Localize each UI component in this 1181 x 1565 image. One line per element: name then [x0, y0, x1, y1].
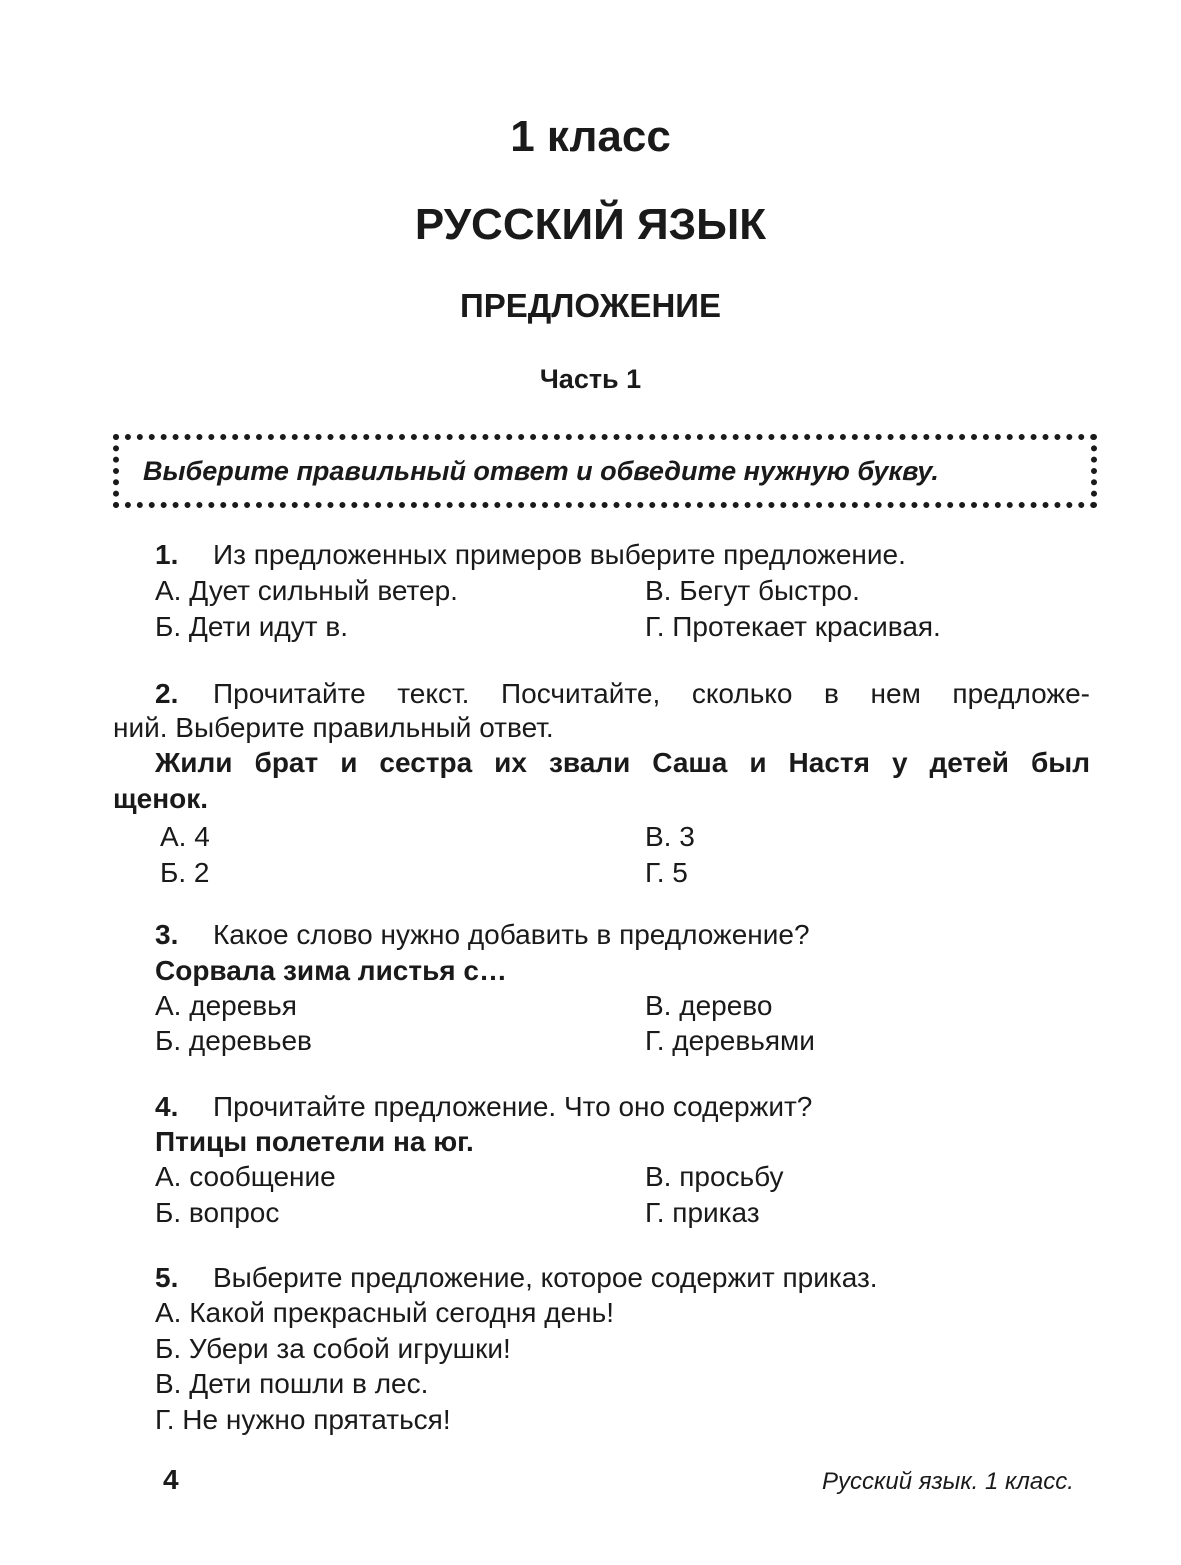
question-4-number: 4. [155, 1091, 179, 1122]
question-4-text: Прочитайте предложение. Что оно содержит? [213, 1091, 813, 1122]
question-4 [155, 1091, 812, 1123]
question-3-option-v[interactable]: В. дерево [645, 990, 773, 1021]
question-2 [155, 678, 1090, 710]
question-3-option-a[interactable]: А. деревья [155, 990, 297, 1021]
question-4-passage: Птицы полетели на юг. [155, 1126, 474, 1157]
question-1-option-a[interactable]: А. Дует сильный ветер. [155, 575, 458, 606]
question-4-option-g[interactable]: Г. приказ [645, 1197, 760, 1228]
question-1 [155, 539, 906, 571]
question-5-option-g[interactable]: Г. Не нужно прятаться! [155, 1404, 451, 1435]
question-4-option-a[interactable]: А. сообщение [155, 1161, 336, 1192]
question-3-option-b[interactable]: Б. деревьев [155, 1025, 312, 1056]
question-1-option-b[interactable]: Б. Дети идут в. [155, 611, 349, 642]
page-title-subject: РУССКИЙ ЯЗЫК [414, 200, 767, 249]
question-2-option-v[interactable]: В. 3 [645, 821, 695, 852]
question-5 [155, 1262, 878, 1294]
question-2-text-line2: ний. Выберите правильный ответ. [113, 712, 554, 743]
question-5-option-v[interactable]: В. Дети пошли в лес. [155, 1368, 429, 1399]
question-1-option-v[interactable]: В. Бегут быстро. [645, 575, 860, 606]
page-title-grade: 1 класс [510, 112, 671, 161]
page-number: 4 [163, 1464, 179, 1495]
question-5-number: 5. [155, 1262, 179, 1293]
question-5-text: Выберите предложение, которое содержит приказ. [213, 1262, 878, 1293]
question-2-number: 2. [155, 678, 179, 709]
instruction-text: Выберите правильный ответ и обведите нужную букву. [143, 456, 939, 486]
question-3 [155, 919, 810, 951]
question-3-option-g[interactable]: Г. деревьями [645, 1025, 815, 1056]
question-2-option-g[interactable]: Г. 5 [645, 857, 688, 888]
question-1-option-g[interactable]: Г. Протекает красивая. [645, 611, 941, 642]
question-3-number: 3. [155, 919, 179, 950]
question-2-passage-line2: щенок. [113, 783, 209, 814]
question-3-text: Какое слово нужно добавить в предложение? [213, 919, 810, 950]
question-2-option-a[interactable]: А. 4 [160, 821, 210, 852]
section-title-part: Часть 1 [539, 364, 642, 394]
question-5-option-b[interactable]: Б. Убери за собой игрушки! [155, 1333, 511, 1364]
question-1-number: 1. [155, 539, 179, 570]
question-2-passage-line1: Жили брат и сестра их звали Саша и Настя у детей был [155, 747, 1090, 778]
question-2-text-line1: Прочитайте текст. Посчитайте, сколько в нем предложе- [213, 678, 1090, 709]
question-1-text: Из предложенных примеров выберите предложение. [213, 539, 906, 570]
question-3-passage: Сорвала зима листья с… [155, 955, 507, 986]
question-4-option-v[interactable]: В. просьбу [645, 1161, 784, 1192]
question-4-option-b[interactable]: Б. вопрос [155, 1197, 280, 1228]
section-title-topic: ПРЕДЛОЖЕНИЕ [459, 287, 722, 324]
question-5-option-a[interactable]: А. Какой прекрасный сегодня день! [155, 1297, 614, 1328]
question-2-option-b[interactable]: Б. 2 [160, 857, 210, 888]
running-footer-title: Русский язык. 1 класс. [822, 1468, 1074, 1495]
